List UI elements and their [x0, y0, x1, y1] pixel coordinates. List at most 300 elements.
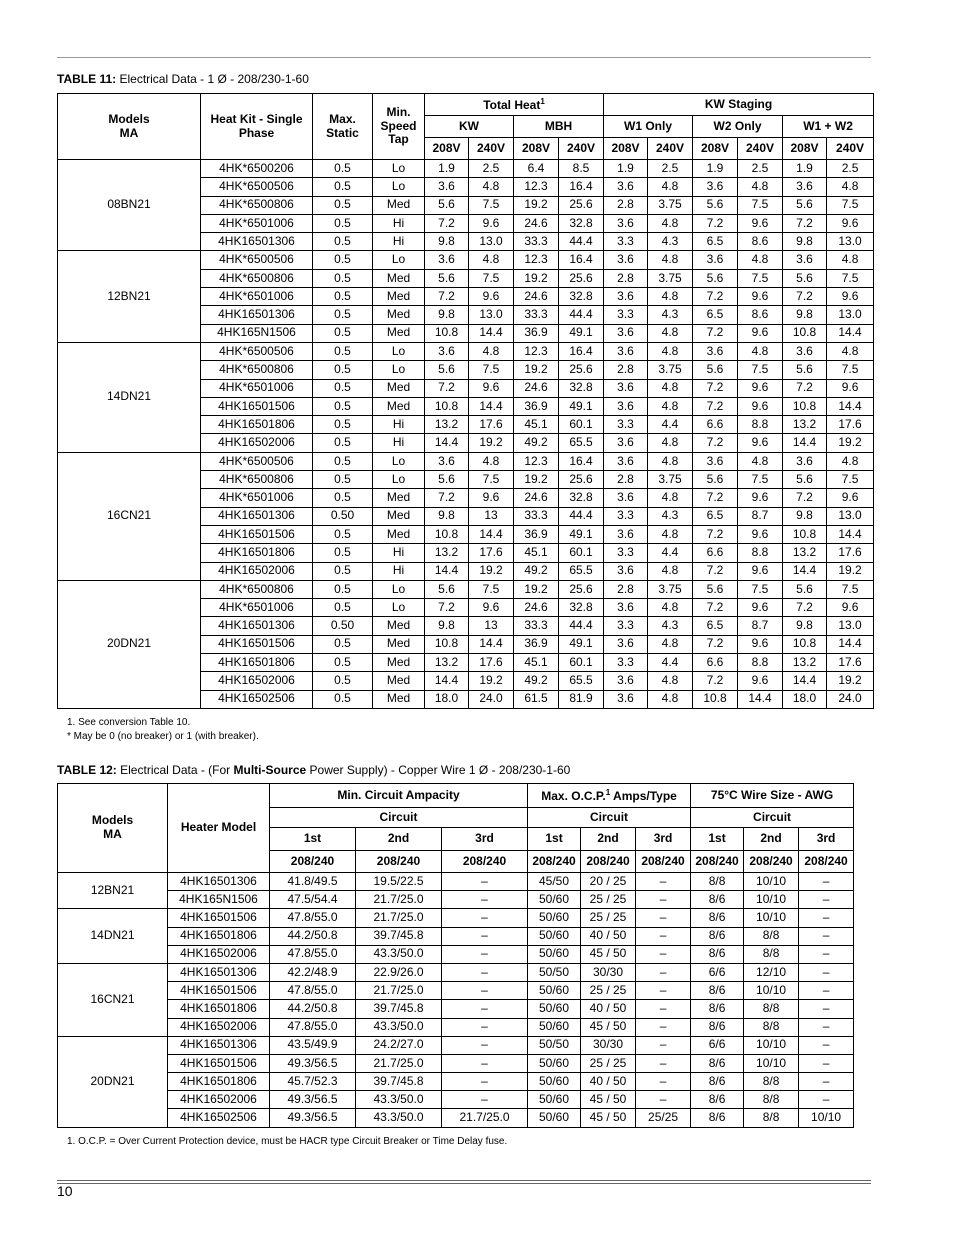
table-row — [58, 160, 874, 178]
table-cell: 1.9 — [425, 160, 469, 178]
table-cell: 0.5 — [313, 214, 373, 232]
table-cell: 42.2/48.9 — [270, 963, 356, 981]
table-cell: 14.4 — [783, 562, 827, 580]
t12-header-circuit: Circuit — [691, 808, 854, 828]
table-cell: Med — [373, 324, 425, 342]
table-cell: 12.3 — [514, 251, 559, 269]
table-cell: 4HK16501506 — [201, 635, 313, 653]
table-cell: 32.8 — [559, 379, 604, 397]
table-cell: – — [799, 963, 854, 981]
table-cell: 12/10 — [744, 963, 799, 981]
table-cell: 33.3 — [514, 617, 559, 635]
table-cell: 2.8 — [604, 580, 648, 598]
table-cell: 6.5 — [693, 233, 738, 251]
table-cell: 0.5 — [313, 288, 373, 306]
table-cell: 0.50 — [313, 617, 373, 635]
table-cell: 65.5 — [559, 562, 604, 580]
table-cell: 25.6 — [559, 196, 604, 214]
table-cell: 7.5 — [827, 361, 874, 379]
footer-rule-2 — [57, 1183, 871, 1184]
table-row — [58, 909, 854, 927]
table-cell: 50/60 — [528, 1109, 581, 1127]
table-cell: 81.9 — [559, 690, 604, 708]
table-cell: 4HK*6501006 — [201, 214, 313, 232]
table-cell: 4HK16501306 — [201, 233, 313, 251]
table-cell: 24.2/27.0 — [356, 1036, 442, 1054]
table-cell: 12.3 — [514, 342, 559, 360]
table-cell: 0.5 — [313, 654, 373, 672]
table-cell: 3.6 — [425, 251, 469, 269]
table-cell: 36.9 — [514, 324, 559, 342]
table-cell: 4.8 — [648, 397, 693, 415]
table-cell: 3.6 — [693, 452, 738, 470]
table-cell: 8/6 — [691, 982, 744, 1000]
table-cell: 9.6 — [738, 288, 783, 306]
table-cell: 8.8 — [738, 416, 783, 434]
table-cell: – — [636, 1036, 691, 1054]
table-cell: 3.3 — [604, 654, 648, 672]
table-cell: 10.8 — [693, 690, 738, 708]
t12-header-3rd: 3rd — [799, 828, 854, 851]
table-cell: 14.4 — [469, 635, 514, 653]
table-cell: 3.3 — [604, 617, 648, 635]
table-cell: Hi — [373, 562, 425, 580]
table12-caption-label: TABLE 12: — [57, 763, 117, 777]
table-cell: 13.2 — [425, 416, 469, 434]
table-cell: 49.2 — [514, 672, 559, 690]
t11-header-w2: W2 Only — [693, 116, 783, 138]
table-cell: 3.3 — [604, 507, 648, 525]
t11-header-240v: 240V — [738, 138, 783, 160]
table-cell: 5.6 — [693, 361, 738, 379]
t11-header-208v: 208V — [514, 138, 559, 160]
table-cell: 0.5 — [313, 672, 373, 690]
table-cell: 32.8 — [559, 599, 604, 617]
table-cell: 16.4 — [559, 251, 604, 269]
table-cell: 0.5 — [313, 379, 373, 397]
table-cell: 7.2 — [425, 489, 469, 507]
table-cell: 5.6 — [783, 269, 827, 287]
t12-header-volt: 208/240 — [528, 851, 581, 873]
table-cell: 9.6 — [738, 525, 783, 543]
table-cell: 7.2 — [693, 489, 738, 507]
table-cell: 9.6 — [827, 599, 874, 617]
t11-header-speed: Min. Speed Tap — [373, 94, 425, 160]
t11-header-208v: 208V — [693, 138, 738, 160]
table-cell: 3.6 — [604, 397, 648, 415]
table-cell: 43.3/50.0 — [356, 1091, 442, 1109]
table-cell: 0.5 — [313, 306, 373, 324]
table-cell: Hi — [373, 544, 425, 562]
table-cell: 7.5 — [469, 361, 514, 379]
table-cell: 4.8 — [648, 525, 693, 543]
table-cell: 5.6 — [693, 471, 738, 489]
table-cell: 5.6 — [425, 361, 469, 379]
table-row — [58, 251, 874, 269]
table-cell: 8.6 — [738, 306, 783, 324]
table-cell: 17.6 — [827, 654, 874, 672]
t12-header-mca: Min. Circuit Ampacity — [270, 784, 528, 808]
table-cell: 4.4 — [648, 544, 693, 562]
table-cell: 8.6 — [738, 233, 783, 251]
table-cell: 7.5 — [738, 196, 783, 214]
table-cell: 10/10 — [744, 1036, 799, 1054]
table-cell: 8/6 — [691, 1091, 744, 1109]
t12-header-volt: 208/240 — [744, 851, 799, 873]
table-cell: 60.1 — [559, 544, 604, 562]
t12-header-3rd: 3rd — [636, 828, 691, 851]
table-cell: Lo — [373, 342, 425, 360]
table-cell: 45 / 50 — [581, 1109, 636, 1127]
table-cell: 14.4 — [827, 397, 874, 415]
table-cell: 25.6 — [559, 361, 604, 379]
t11-header-heatkit: Heat Kit - Single Phase — [201, 94, 313, 160]
table-cell: 17.6 — [469, 416, 514, 434]
t11-header-240v: 240V — [469, 138, 514, 160]
table-cell: 4HK16501806 — [168, 927, 270, 945]
table-cell: 39.7/45.8 — [356, 1000, 442, 1018]
table-cell: 25.6 — [559, 269, 604, 287]
table-row — [58, 963, 854, 981]
t11-header-240v: 240V — [648, 138, 693, 160]
table-cell: 14.4 — [738, 690, 783, 708]
table-cell: 7.2 — [425, 379, 469, 397]
table-cell: 4.8 — [827, 251, 874, 269]
table-cell: 5.6 — [783, 196, 827, 214]
t12-header-volt: 208/240 — [636, 851, 691, 873]
table-cell: 10.8 — [425, 397, 469, 415]
table-cell: Med — [373, 379, 425, 397]
table-cell: 4.8 — [648, 324, 693, 342]
table-cell: 4HK16501306 — [201, 306, 313, 324]
table-cell: – — [636, 982, 691, 1000]
model-cell: 16CN21 — [58, 963, 168, 1036]
table-cell: 50/60 — [528, 982, 581, 1000]
table-cell: 49.3/56.5 — [270, 1091, 356, 1109]
table-cell: Med — [373, 306, 425, 324]
table-cell: 0.5 — [313, 525, 373, 543]
table-cell: – — [799, 1054, 854, 1072]
table-cell: – — [636, 945, 691, 963]
table-cell: 50/60 — [528, 1091, 581, 1109]
table-cell: 5.6 — [425, 471, 469, 489]
table-cell: 3.6 — [604, 324, 648, 342]
table-cell: 13.0 — [827, 306, 874, 324]
table-cell: 4.8 — [648, 635, 693, 653]
table-cell: 4HK*6500506 — [201, 452, 313, 470]
table-cell: 9.6 — [738, 379, 783, 397]
table-cell: 4.8 — [648, 178, 693, 196]
t12-header-ocp: Max. O.C.P.$^1$ Amps/Type — [528, 784, 691, 808]
table-cell: – — [442, 982, 528, 1000]
table-cell: 0.5 — [313, 416, 373, 434]
table-cell: 9.6 — [738, 635, 783, 653]
table-cell: 10.8 — [783, 324, 827, 342]
table-cell: – — [442, 1000, 528, 1018]
table-cell: – — [442, 1036, 528, 1054]
table-cell: – — [442, 891, 528, 909]
table-cell: 0.5 — [313, 471, 373, 489]
table-cell: – — [636, 1091, 691, 1109]
table-cell: 60.1 — [559, 654, 604, 672]
model-cell: 14DN21 — [58, 909, 168, 964]
table-cell: 6.5 — [693, 507, 738, 525]
table-cell: 10.8 — [783, 525, 827, 543]
table-cell: 7.2 — [693, 434, 738, 452]
table-cell: 4.8 — [648, 251, 693, 269]
table-cell: 12.3 — [514, 452, 559, 470]
table-cell: – — [636, 963, 691, 981]
table-cell: 4HK16501306 — [201, 617, 313, 635]
table-cell: 33.3 — [514, 306, 559, 324]
table-cell: 14.4 — [469, 397, 514, 415]
table-cell: 0.5 — [313, 562, 373, 580]
table-cell: 13 — [469, 507, 514, 525]
table-cell: 13.0 — [469, 233, 514, 251]
table-cell: 45 / 50 — [581, 1091, 636, 1109]
table-cell: 16.4 — [559, 342, 604, 360]
table-cell: 4.8 — [738, 251, 783, 269]
table-cell: 9.8 — [783, 617, 827, 635]
table-cell: 8/6 — [691, 1018, 744, 1036]
model-cell: 08BN21 — [58, 160, 201, 251]
table-cell: 3.6 — [604, 690, 648, 708]
model-cell: 16CN21 — [58, 452, 201, 580]
table-cell: 8/8 — [744, 927, 799, 945]
table-cell: 25/25 — [636, 1109, 691, 1127]
table-cell: 8/8 — [691, 873, 744, 891]
table-cell: 44.4 — [559, 617, 604, 635]
model-cell: 12BN21 — [58, 873, 168, 909]
table-cell: 6.6 — [693, 544, 738, 562]
table-cell: 3.6 — [604, 251, 648, 269]
table-cell: 7.5 — [469, 471, 514, 489]
table-cell: Med — [373, 288, 425, 306]
table-cell: 4HK16501306 — [168, 873, 270, 891]
t12-header-circuit: Circuit — [528, 808, 691, 828]
table-cell: 7.5 — [738, 471, 783, 489]
table-cell: 6/6 — [691, 963, 744, 981]
table-cell: 4HK*6500806 — [201, 269, 313, 287]
table-row — [58, 1054, 854, 1072]
table-cell: 30/30 — [581, 1036, 636, 1054]
table-cell: 45/50 — [528, 873, 581, 891]
table-cell: 4HK16501306 — [168, 1036, 270, 1054]
table-cell: – — [636, 1000, 691, 1018]
table11-caption-label: TABLE 11: — [57, 72, 117, 86]
table-cell: 3.75 — [648, 580, 693, 598]
table-cell: 65.5 — [559, 434, 604, 452]
table-cell: 4HK*6500506 — [201, 178, 313, 196]
table-cell: 7.5 — [827, 196, 874, 214]
t11-header-static: Max. Static — [313, 94, 373, 160]
table-cell: 4HK*6501006 — [201, 379, 313, 397]
table-cell: 16.4 — [559, 178, 604, 196]
table-cell: 3.6 — [783, 342, 827, 360]
table-cell: 10/10 — [744, 1054, 799, 1072]
table-cell: 5.6 — [425, 196, 469, 214]
table11-note-2: * May be 0 (no breaker) or 1 (with breaker). — [67, 731, 259, 742]
table-cell: Med — [373, 507, 425, 525]
table-cell: 7.2 — [693, 562, 738, 580]
table-cell: Med — [373, 489, 425, 507]
table-cell: 9.8 — [425, 617, 469, 635]
table-cell: 4HK16501806 — [201, 654, 313, 672]
table-cell: 0.5 — [313, 361, 373, 379]
table-cell: 3.75 — [648, 361, 693, 379]
t12-header-volt: 208/240 — [799, 851, 854, 873]
table-cell: 13 — [469, 617, 514, 635]
table-cell: – — [799, 1018, 854, 1036]
table-cell: 41.8/49.5 — [270, 873, 356, 891]
table-cell: 3.6 — [425, 452, 469, 470]
table-cell: 4.8 — [648, 434, 693, 452]
table-cell: 45.7/52.3 — [270, 1073, 356, 1091]
table-cell: 8/8 — [744, 1018, 799, 1036]
table-row — [58, 982, 854, 1000]
table-cell: 4HK16501806 — [168, 1000, 270, 1018]
table-cell: 6/6 — [691, 1036, 744, 1054]
table-cell: Med — [373, 525, 425, 543]
table-cell: 36.9 — [514, 635, 559, 653]
table-cell: 24.6 — [514, 489, 559, 507]
table-cell: 50/60 — [528, 1000, 581, 1018]
table-cell: 50/50 — [528, 963, 581, 981]
t11-header-totalheat: Total Heat$^1$ — [425, 94, 604, 116]
table-cell: 7.2 — [693, 525, 738, 543]
table-cell: – — [799, 927, 854, 945]
table-cell: 7.2 — [693, 635, 738, 653]
table-cell: 4HK16502006 — [168, 945, 270, 963]
top-rule — [57, 57, 871, 58]
table-cell: 13.2 — [783, 416, 827, 434]
table-cell: – — [636, 891, 691, 909]
table-cell: 9.8 — [425, 507, 469, 525]
table-cell: 21.7/25.0 — [442, 1109, 528, 1127]
table-cell: 13.2 — [783, 544, 827, 562]
table-cell: 7.2 — [783, 379, 827, 397]
table-cell: 3.6 — [693, 342, 738, 360]
table-cell: 9.8 — [425, 233, 469, 251]
table-cell: 4HK16501506 — [168, 1054, 270, 1072]
table-cell: 0.5 — [313, 251, 373, 269]
table-cell: 9.6 — [827, 288, 874, 306]
table-cell: 30/30 — [581, 963, 636, 981]
table-cell: 25.6 — [559, 471, 604, 489]
table-cell: 8/8 — [744, 1091, 799, 1109]
table-cell: 5.6 — [783, 580, 827, 598]
t12-header-volt: 208/240 — [270, 851, 356, 873]
table-cell: 39.7/45.8 — [356, 927, 442, 945]
table-cell: 3.3 — [604, 544, 648, 562]
table-row — [58, 945, 854, 963]
table-cell: 9.6 — [738, 214, 783, 232]
table-cell: 47.8/55.0 — [270, 982, 356, 1000]
table-cell: 7.2 — [693, 288, 738, 306]
table-cell: 9.6 — [827, 379, 874, 397]
table-cell: 32.8 — [559, 489, 604, 507]
t12-header-2nd: 2nd — [356, 828, 442, 851]
table-cell: 13.2 — [425, 654, 469, 672]
table-cell: 4.4 — [648, 416, 693, 434]
table-cell: 2.8 — [604, 269, 648, 287]
table-cell: 61.5 — [514, 690, 559, 708]
t12-header-volt: 208/240 — [581, 851, 636, 873]
table-cell: 3.6 — [783, 178, 827, 196]
table-cell: 4.8 — [648, 452, 693, 470]
table-cell: 43.3/50.0 — [356, 945, 442, 963]
table-cell: Hi — [373, 434, 425, 452]
table-cell: 0.5 — [313, 342, 373, 360]
table-cell: 8.7 — [738, 617, 783, 635]
table-cell: 4HK16502006 — [201, 562, 313, 580]
table-cell: Hi — [373, 214, 425, 232]
table-cell: 4.8 — [469, 452, 514, 470]
table-cell: 4.8 — [469, 178, 514, 196]
table-cell: 9.6 — [827, 214, 874, 232]
t12-header-1st: 1st — [270, 828, 356, 851]
table-cell: 10.8 — [425, 635, 469, 653]
table-cell: 9.6 — [469, 379, 514, 397]
table-cell: Lo — [373, 251, 425, 269]
table-cell: 40 / 50 — [581, 1073, 636, 1091]
table-cell: 50/60 — [528, 891, 581, 909]
table12-note-1: 1. O.C.P. = Over Current Protection device, must be HACR type Circuit Breaker or Time Delay fuse. — [67, 1136, 508, 1147]
table-cell: 21.7/25.0 — [356, 909, 442, 927]
table-cell: 4HK16501506 — [201, 525, 313, 543]
table-cell: 45 / 50 — [581, 945, 636, 963]
table-cell: 45.1 — [514, 544, 559, 562]
table-cell: 4.8 — [648, 379, 693, 397]
table-cell: 4HK16501306 — [201, 507, 313, 525]
t12-header-1st: 1st — [691, 828, 744, 851]
table-cell: 24.0 — [827, 690, 874, 708]
table-cell: 4HK*6500806 — [201, 580, 313, 598]
table-cell: 14.4 — [827, 324, 874, 342]
table-cell: 49.1 — [559, 324, 604, 342]
t11-header-kw: KW — [425, 116, 514, 138]
table-cell: 10/10 — [744, 873, 799, 891]
table-cell: 49.3/56.5 — [270, 1054, 356, 1072]
t12-header-circuit: Circuit — [270, 808, 528, 828]
table-cell: 3.6 — [604, 379, 648, 397]
table-cell: 9.8 — [425, 306, 469, 324]
table-cell: 10/10 — [744, 891, 799, 909]
table-cell: 9.6 — [469, 288, 514, 306]
table-cell: 12.3 — [514, 178, 559, 196]
table-cell: 0.5 — [313, 580, 373, 598]
model-cell: 20DN21 — [58, 1036, 168, 1127]
table12 — [57, 783, 854, 1128]
table-cell: 9.8 — [783, 233, 827, 251]
table-cell: 0.5 — [313, 452, 373, 470]
table-row — [58, 1000, 854, 1018]
table-cell: Med — [373, 690, 425, 708]
table-cell: 0.5 — [313, 544, 373, 562]
table-cell: 50/60 — [528, 945, 581, 963]
table-cell: 0.5 — [313, 635, 373, 653]
table-cell: 4.4 — [648, 654, 693, 672]
t12-header-1st: 1st — [528, 828, 581, 851]
table-cell: Lo — [373, 452, 425, 470]
table-cell: 4HK16501306 — [168, 963, 270, 981]
table-cell: 8/6 — [691, 1054, 744, 1072]
table-cell: 7.2 — [425, 599, 469, 617]
table-cell: 4HK16502006 — [201, 434, 313, 452]
table-cell: 7.2 — [783, 489, 827, 507]
table-cell: 4.8 — [648, 562, 693, 580]
table-cell: 13.0 — [827, 233, 874, 251]
